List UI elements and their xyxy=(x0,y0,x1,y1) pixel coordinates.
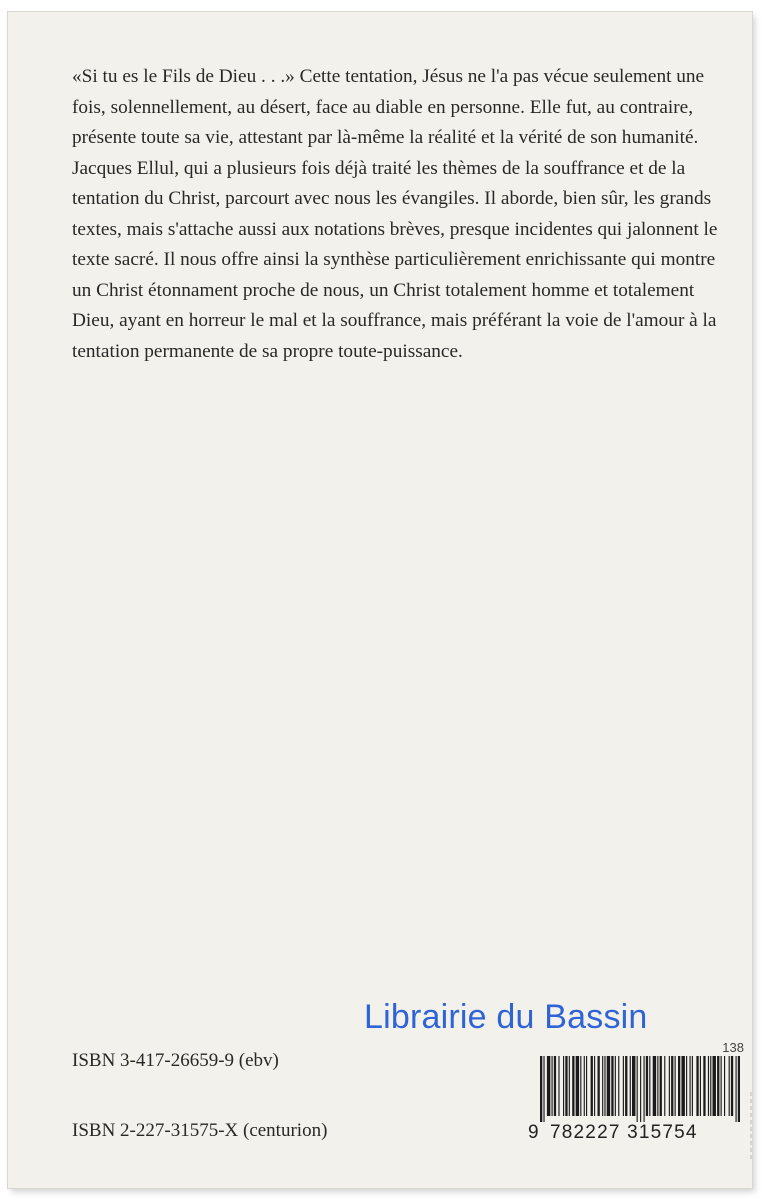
barcode-block xyxy=(528,1040,752,1150)
edge-print-mark xyxy=(748,1092,754,1162)
barcode-icon xyxy=(540,1056,740,1122)
price-code: 138 xyxy=(722,1040,744,1055)
isbn-centurion: ISBN 2-227-31575-X (centurion) xyxy=(72,1120,328,1141)
bookseller-watermark: Librairie du Bassin xyxy=(364,998,648,1036)
isbn-ebv: ISBN 3-417-26659-9 (ebv) xyxy=(72,1050,279,1071)
barcode-digits: 782227 315754 xyxy=(550,1122,698,1143)
blurb-paragraph-2: Jacques Ellul, qui a plusieurs fois déjà traité les thèmes de la souffrance et de la tentation du Christ, parcourt avec nous les évangiles. Il aborde, bien sûr, les grands textes, mais s'attache aussi aux notations brèves, presque incidentes qui jalonnent le texte sacré. Il nous offre ainsi la synthèse particulièrement enrichissante qui montre un Christ étonnament proche de nous, un Christ totalement homme et totalement Dieu, ayant en horreur le mal et la souffrance, mais préférant la voie de l'amour à la tentation permanente de sa propre toute-puissance. xyxy=(72,157,718,362)
back-cover-blurb xyxy=(72,62,718,367)
blurb-paragraph-1: «Si tu es le Fils de Dieu . . .» Cette tentation, Jésus ne l'a pas vécue seulement une fois, solennellement, au désert, face au diable en personne. Elle fut, au contraire, présente toute sa vie, attestant par là-même la réalité et la vérité de son humanité. xyxy=(72,66,705,148)
barcode-lead-digit: 9 xyxy=(528,1122,539,1143)
